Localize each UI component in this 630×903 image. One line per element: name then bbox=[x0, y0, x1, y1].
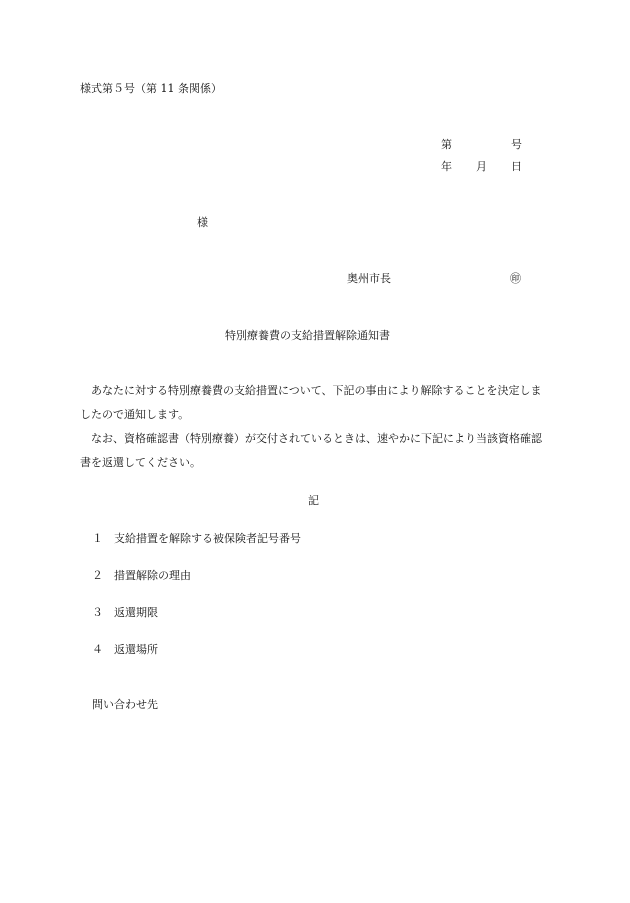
item-label: 返還場所 bbox=[114, 643, 158, 656]
date-year: 年 bbox=[441, 160, 452, 173]
body-text bbox=[80, 379, 550, 475]
item-label: 支給措置を解除する被保険者記号番号 bbox=[114, 532, 301, 545]
item-number: ２ bbox=[92, 569, 103, 582]
date-day: 日 bbox=[511, 160, 522, 173]
item-number: ４ bbox=[92, 643, 103, 656]
doc-number-dai: 第 bbox=[441, 138, 452, 151]
date-month: 月 bbox=[476, 160, 487, 173]
contact-label: 問い合わせ先 bbox=[92, 698, 158, 711]
item-number: ３ bbox=[92, 606, 103, 619]
item-number: １ bbox=[92, 532, 103, 545]
issuer-seal: ㊞ bbox=[510, 272, 521, 285]
item-label: 措置解除の理由 bbox=[114, 569, 191, 582]
addressee-sama: 様 bbox=[197, 216, 208, 229]
ki-label: 記 bbox=[308, 494, 319, 507]
doc-number-go: 号 bbox=[511, 138, 522, 151]
form-label: 様式第５号（第 11 条関係） bbox=[80, 82, 222, 95]
document-title: 特別療養費の支給措置解除通知書 bbox=[225, 329, 390, 342]
body-paragraph-1: あなたに対する特別療養費の支給措置について、下記の事由により解除することを決定しましたので通知します。 bbox=[80, 384, 542, 421]
issuer-name: 奥州市長 bbox=[347, 272, 391, 285]
body-paragraph-2: なお、資格確認書（特別療養）が交付されているときは、速やかに下記により当該資格確認書を返還してください。 bbox=[80, 432, 542, 469]
item-label: 返還期限 bbox=[114, 606, 158, 619]
